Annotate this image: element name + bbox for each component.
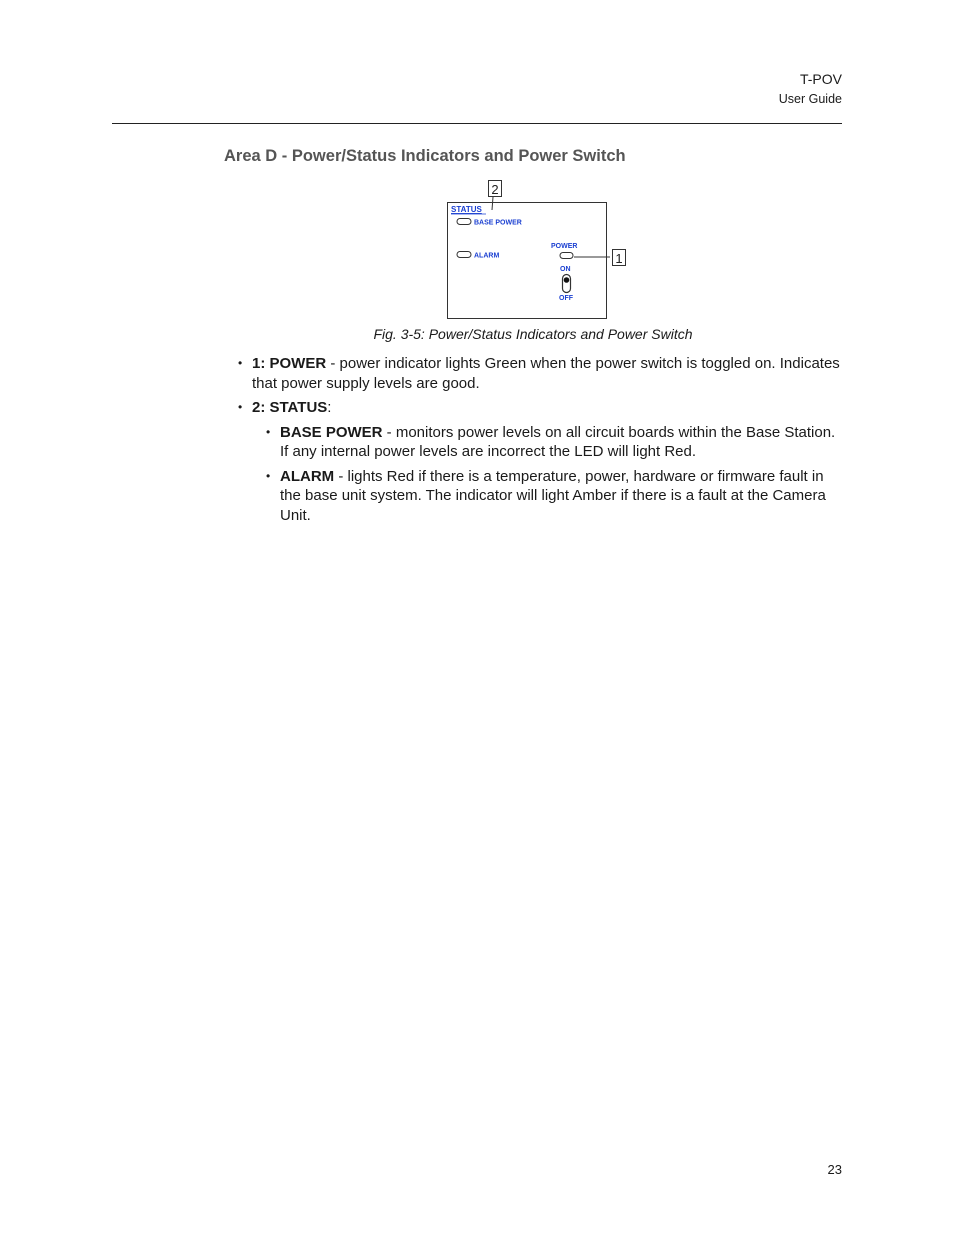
section-title: Area D - Power/Status Indicators and Power Switch	[224, 147, 626, 165]
header-rule	[112, 123, 842, 124]
power-switch-knob	[564, 277, 570, 283]
page-number: 23	[827, 1162, 842, 1177]
list-item	[238, 354, 842, 393]
list-item	[238, 398, 842, 418]
bullet-text: - lights Red if there is a temperature, power, hardware or firmware fault in the base unit system. The indicator will light Amber if there is a fault at the Camera Unit.	[280, 467, 826, 524]
base-power-label: BASE POWER	[474, 219, 522, 227]
list-item	[266, 467, 842, 526]
power-label: POWER	[551, 243, 578, 250]
bullet-term: 2: STATUS	[252, 399, 328, 416]
off-label: OFF	[559, 295, 573, 302]
bullet-text: - monitors power levels on all circuit boards within the Base Station. If any internal power levels are incorrect the LED will light Red.	[280, 423, 836, 460]
figure-caption: Fig. 3-5: Power/Status Indicators and Power Switch	[373, 326, 693, 342]
base-power-led	[457, 219, 471, 225]
bullet-term: BASE POWER	[280, 423, 383, 441]
status-label: STATUS	[451, 205, 482, 214]
header-product: T-POV	[799, 71, 842, 87]
bullet-term: ALARM	[280, 467, 335, 485]
callout-1-text: 1	[615, 251, 623, 266]
alarm-label: ALARM	[474, 252, 500, 260]
callout-2-text: 2	[491, 182, 499, 197]
on-label: ON	[560, 266, 571, 273]
bullet-list	[238, 354, 842, 530]
bullet-term: 1: POWER	[252, 355, 327, 372]
panel-outline	[448, 203, 607, 319]
alarm-led	[457, 252, 471, 258]
list-item	[266, 423, 842, 462]
header-subtitle: User Guide	[778, 92, 842, 106]
bullet-text: :	[327, 399, 332, 416]
panel-diagram	[440, 176, 640, 324]
panel-figure	[440, 176, 640, 324]
bullet-text: - power indicator lights Green when the power switch is toggled on. Indicates that power supply levels are good.	[252, 355, 840, 392]
power-led	[560, 253, 573, 259]
